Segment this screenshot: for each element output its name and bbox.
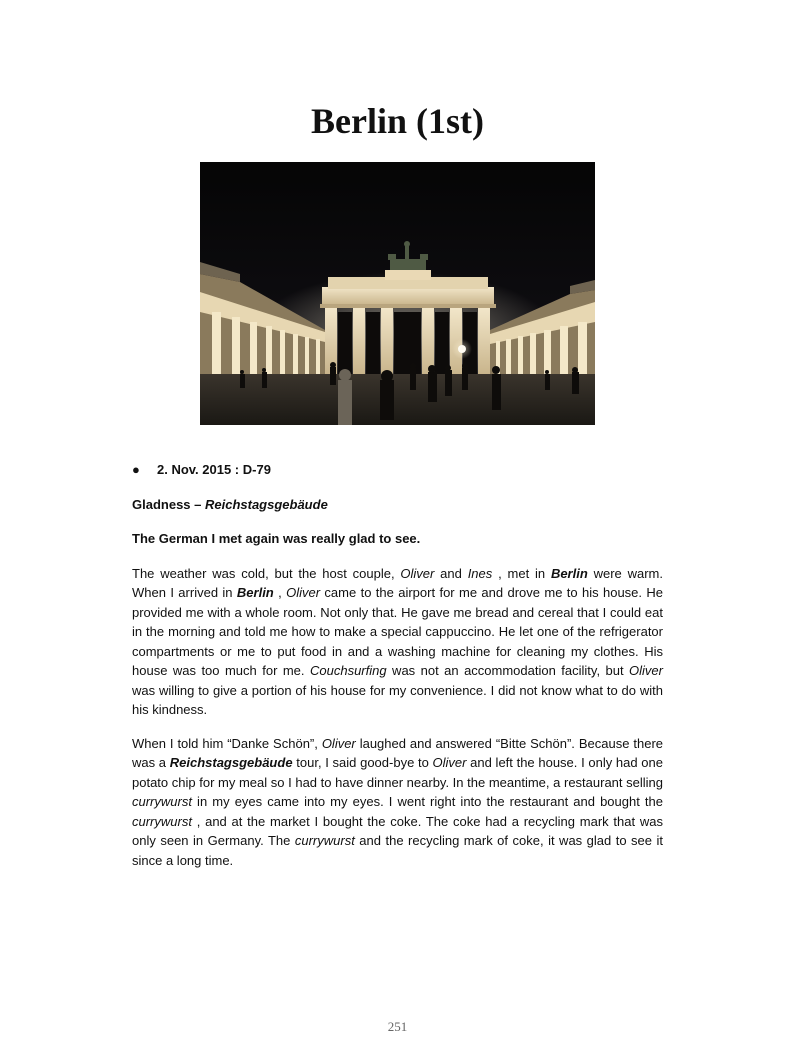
text-run: laughed and answered “Bitte Schön”. Because there was a: [132, 735, 664, 770]
entry-subheading: The German I met again was really glad to see.: [132, 531, 421, 546]
paragraph: [132, 734, 663, 871]
journal-entry: [132, 460, 663, 884]
text-run: came to the airport for me and drove me to his house. He provided me with a whole room. Not only that. He gave me bread and cereal that I could eat in the morning and told me how to make a special cappuccino. He let one of the refrigerator compartments or me to put food in and a washing machine for cleaning my clothes. His house was too much for me.: [132, 585, 663, 678]
text-run: in my eyes came into my eyes. I went right into the restaurant and bought the: [191, 794, 663, 809]
text-run: When I told him “Danke Schön”,: [132, 735, 322, 751]
date-bullet: [132, 460, 663, 480]
bullet-icon: ●: [132, 462, 140, 477]
text-run: and the recycling mark of coke, it was glad to see it since a long time.: [132, 833, 663, 868]
text-run: Reichstagsgebäude: [169, 755, 293, 770]
text-run: was not an accommodation facility, but: [386, 663, 630, 678]
text-run: Ines: [467, 565, 493, 581]
text-run: Oliver: [286, 585, 321, 600]
text-run: Oliver: [432, 755, 467, 770]
text-run: and left the house. I only had one potato chip for my meal so I had to have dinner nearby. In the meantime, a restaurant selling: [132, 755, 663, 790]
page-title: Berlin (1st): [311, 101, 484, 141]
text-run: Berlin: [236, 585, 274, 600]
text-run: were warm. When I arrived in: [132, 565, 663, 600]
text-run: Oliver: [321, 735, 356, 751]
text-run: currywurst: [132, 813, 192, 829]
text-run: currywurst: [132, 794, 192, 809]
brandenburg-gate-photo: [200, 162, 595, 425]
text-run: Berlin: [550, 565, 588, 581]
heading-place: Reichstagsgebäude: [204, 496, 328, 512]
text-run: Oliver: [629, 663, 663, 678]
text-run: tour, I said good-bye to: [292, 755, 433, 770]
text-run: was willing to give a portion of his house for my convenience. I did not know what to do with his kindness.: [132, 682, 663, 717]
entry-date: 2. Nov. 2015 : D-79: [157, 462, 271, 477]
text-run: currywurst: [294, 833, 355, 848]
entry-heading: [132, 495, 663, 515]
paragraph: [132, 564, 663, 720]
text-run: Couchsurfing: [309, 663, 387, 678]
text-run: , and at the market I bought the coke. The coke had a recycling mark that was only seen in Germany. The: [132, 813, 663, 848]
text-run: The weather was cold, but the host couple,: [132, 565, 401, 581]
heading-prefix: Gladness –: [132, 496, 205, 512]
text-run: ,: [273, 585, 287, 600]
text-run: Oliver: [400, 565, 435, 581]
page-number: 251: [387, 1019, 408, 1034]
text-run: , met in: [492, 565, 551, 581]
text-run: and: [434, 565, 468, 581]
